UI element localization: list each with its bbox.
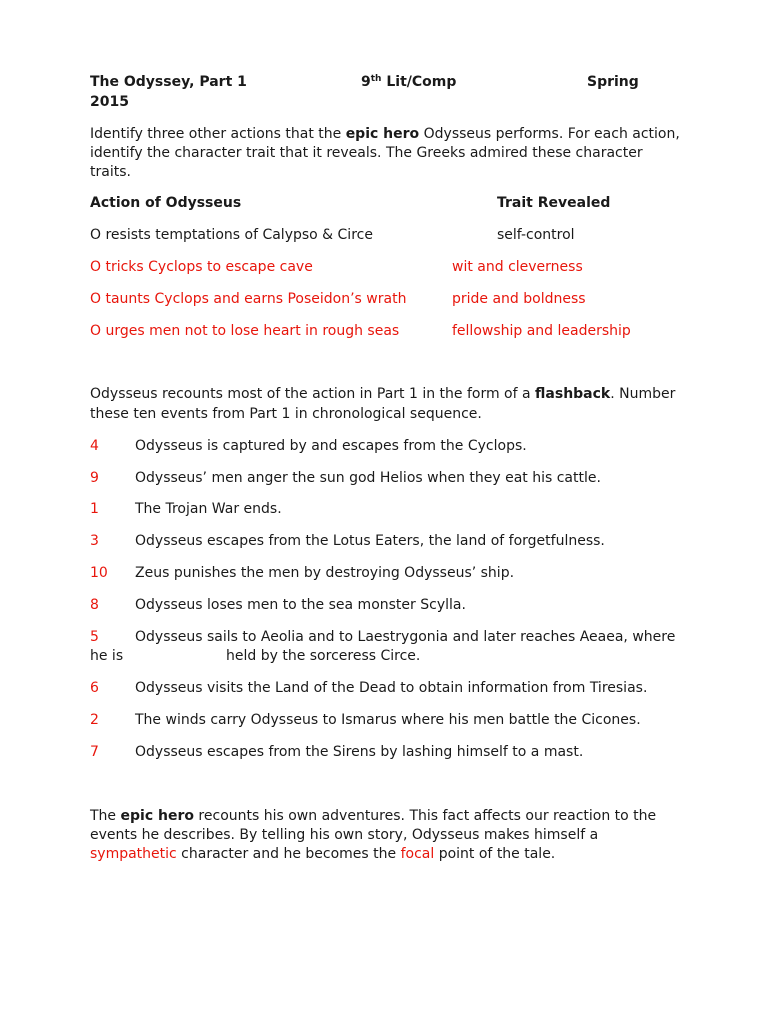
course-grade: 9 bbox=[361, 74, 371, 90]
event-text: The winds carry Odysseus to Ismarus where his men battle the Cicones. bbox=[135, 712, 641, 728]
event-text-continuation-start: he is bbox=[90, 648, 124, 664]
answer-focal: focal bbox=[400, 846, 435, 862]
worksheet-title: The Odyssey, Part 1 bbox=[90, 74, 247, 90]
event-text: Odysseus sails to Aeolia and to Laestrygonia and later reaches Aeaea, where bbox=[135, 629, 676, 645]
closing-line-2: events he describes. By telling his own story, Odysseus makes himself a bbox=[90, 827, 599, 843]
flashback-line-2: these ten events from Part 1 in chronological sequence. bbox=[90, 406, 482, 422]
intro-line-3: traits. bbox=[90, 164, 131, 180]
answer-sympathetic: sympathetic bbox=[90, 846, 177, 862]
event-number: 9 bbox=[90, 470, 99, 486]
event-number: 7 bbox=[90, 744, 99, 760]
event-text-continuation-end: held by the sorceress Circe. bbox=[226, 648, 421, 664]
closing-line-1: The epic hero recounts his own adventures. This fact affects our reaction to the bbox=[90, 808, 657, 824]
event-text: Odysseus’ men anger the sun god Helios when they eat his cattle. bbox=[135, 470, 601, 486]
event-number: 2 bbox=[90, 712, 99, 728]
event-text: Odysseus escapes from the Lotus Eaters, the land of forgetfulness. bbox=[135, 533, 605, 549]
trait-row: pride and boldness bbox=[452, 291, 586, 307]
trait-row: self-control bbox=[497, 227, 575, 243]
event-number: 3 bbox=[90, 533, 99, 549]
event-number: 10 bbox=[90, 565, 108, 581]
event-number: 5 bbox=[90, 629, 99, 645]
event-number: 4 bbox=[90, 438, 99, 454]
term-epic-hero: epic hero bbox=[345, 126, 420, 142]
term-flashback: flashback bbox=[535, 386, 611, 402]
trait-row: fellowship and leadership bbox=[452, 323, 631, 339]
action-row: O urges men not to lose heart in rough seas bbox=[90, 323, 400, 339]
event-text: Zeus punishes the men by destroying Odysseus’ ship. bbox=[135, 565, 515, 581]
event-text: The Trojan War ends. bbox=[135, 501, 282, 517]
action-row: O taunts Cyclops and earns Poseidon’s wrath bbox=[90, 291, 407, 307]
action-column-header: Action of Odysseus bbox=[90, 195, 242, 211]
year: 2015 bbox=[90, 94, 129, 110]
trait-row: wit and cleverness bbox=[452, 259, 583, 275]
term: Spring bbox=[587, 74, 639, 90]
event-number: 6 bbox=[90, 680, 99, 696]
event-text: Odysseus escapes from the Sirens by lashing himself to a mast. bbox=[135, 744, 584, 760]
event-number: 8 bbox=[90, 597, 99, 613]
flashback-line-1: Odysseus recounts most of the action in Part 1 in the form of a flashback. Number bbox=[90, 386, 676, 402]
event-number: 1 bbox=[90, 501, 99, 517]
event-text: Odysseus visits the Land of the Dead to obtain information from Tiresias. bbox=[135, 680, 648, 696]
course-subject: Lit/Comp bbox=[381, 74, 457, 90]
course-grade-suffix: th bbox=[370, 74, 382, 84]
intro-line-2: identify the character trait that it reveals. The Greeks admired these character bbox=[90, 145, 643, 161]
action-row: O tricks Cyclops to escape cave bbox=[90, 259, 313, 275]
action-row: O resists temptations of Calypso & Circe bbox=[90, 227, 373, 243]
course-name bbox=[361, 73, 456, 92]
event-text: Odysseus loses men to the sea monster Scylla. bbox=[135, 597, 466, 613]
closing-line-3: sympathetic character and he becomes the focal point of the tale. bbox=[90, 846, 556, 862]
event-text: Odysseus is captured by and escapes from the Cyclops. bbox=[135, 438, 527, 454]
term-epic-hero: epic hero bbox=[120, 808, 194, 824]
intro-line-1: Identify three other actions that the epic hero Odysseus performs. For each action, bbox=[90, 126, 680, 142]
trait-column-header: Trait Revealed bbox=[497, 195, 611, 211]
